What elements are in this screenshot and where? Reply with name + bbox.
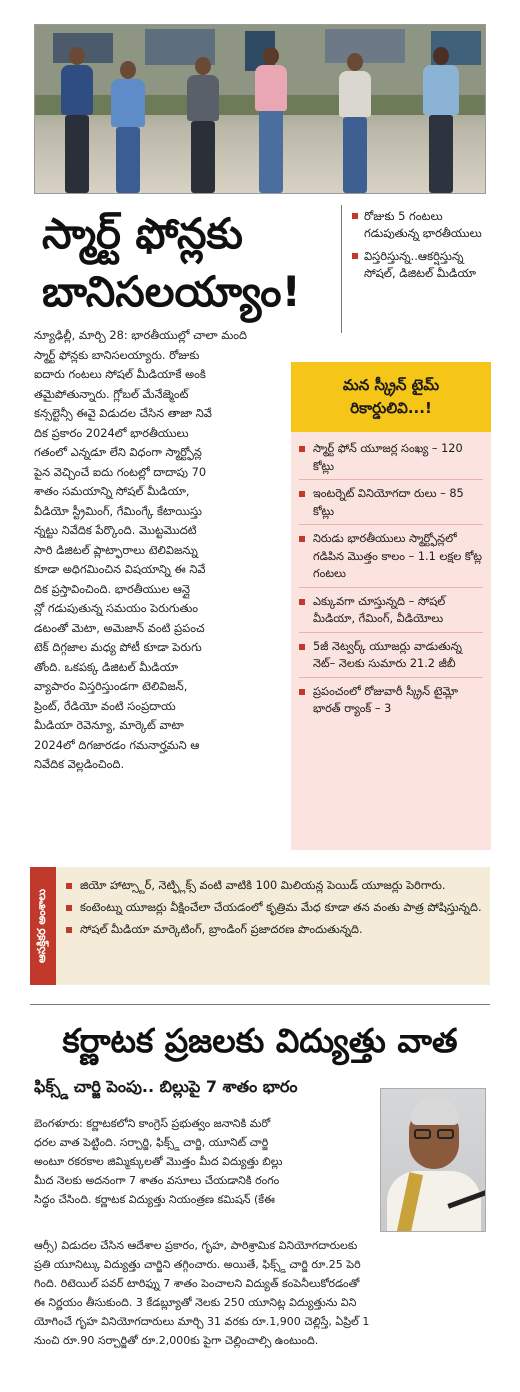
screen-time-item: ఎక్కువగా చూస్తున్నది – సోషల్ మీడియా, గేమింగ్, వీడియోలు [299,593,483,628]
article-headline [42,205,337,321]
body-line: ఆర్సీ) విడుదల చేసిన ఆదేశాల ప్రకారం, గృహ, పారిశ్రామిక వినియోగదారులకు [34,1239,358,1252]
body-line: ప్రతి యూనిట్కు విద్యుత్తు చార్జిని తగ్గించారు. అయితే, ఫిక్స్డ్ చార్జి రూ.25 పెరి [34,1258,361,1271]
bullet-square-icon [299,536,305,542]
body-line: యోగించే గృహ వినియోగదారులు మార్చి 31 వరకు రూ.1,900 చెల్లిస్తే, ఏప్రిల్ 1 [34,1315,370,1328]
section-divider [30,1004,490,1005]
body-line: ప్రింట్, రేడియో వంటి సంప్రదాయ [34,698,176,713]
fact-item: కంటెంట్ను యూజర్లు వీక్షించేలా చేయడంలో కృత్రిమ మేధ కూడా తన వంతు పాత్ర పోషిస్తున్నది. [66,899,484,917]
screen-time-item: స్మార్ట్ ఫోన్ యూజర్ల సంఖ్య – 120 కోట్లు [299,440,483,475]
screen-time-item: 5జీ నెట్వర్క్ యూజర్లు వాడుతున్న నెట్– నెలకు సుమారు 21.2 జీబీ [299,638,483,673]
bullet-square-icon [299,644,305,650]
bullet-square-icon [299,446,305,452]
bullet-square-icon [299,689,305,695]
column-divider [341,205,342,333]
body-line: న్యూఢిల్లీ, మార్చి 28: భారతీయుల్లో చాలా మంది [34,328,248,342]
bullet-square-icon [66,905,72,911]
body-line: వ్యాపారం విస్తరిస్తుండగా టెలివిజన్, [34,679,188,693]
screen-time-item: ఇంటర్నెట్ వినియోగదా రులు – 85 కోట్లు [299,485,483,520]
screen-time-item: ప్రపంచంలో రోజువారీ స్క్రీన్ టైమ్లో భారత్ ర్యాంక్ – 3 [299,683,483,718]
body-line: కన్సల్టెన్సీ ఈవై విడుదల చేసిన తాజా నివే [34,406,212,420]
body-line: నుంచి రూ.90 సర్చార్జితో రూ.2,000కు పైగా చెల్లించాల్సి ఉంటుంది. [34,1334,319,1347]
body-line: గింది. రిటెయిల్ పవర్ టారిఫ్ను 7 శాతం పెంచాలని విద్యుత్ కంపెనీలుకోరడంతో [34,1277,360,1290]
body-line: న్నట్టు నివేదిక పేర్కొంది. మొట్టమొదటి [34,523,197,537]
body-line: తమైపోతున్నారు. గ్లోబల్ మేనేజ్మెంట్ [34,386,189,401]
body-line: 2024లో దిగజారడం గమనార్హమని ఆ [34,737,200,752]
body-line: మీద నెలకు అదనంగా 7 శాతం వసూలు చేయడానికి రంగం [34,1174,280,1187]
body-line: మీడియా రెవెన్యూ, మార్కెట్ వాటా [34,718,184,732]
body-line: దిక ప్రకారం 2024లో భారతీయులు [34,425,189,440]
headline-line-2: బానిసలయ్యాం! [42,267,301,316]
article-body-wide [34,326,312,365]
body-line: డటంతో మెటా, అమెజాన్ వంటి ప్రపంచ [34,620,205,635]
body-line: ధరల వాత పెట్టింది. సర్చార్జి, ఫిక్స్డ్ చార్జి, యూనిట్ చార్జి [34,1136,269,1149]
interesting-facts-box [30,867,490,985]
body-line: నివేదిక వెల్లడించింది. [34,757,125,771]
screen-time-facts-box [291,432,491,850]
article-photo-people-with-phones [34,24,486,194]
body-line: న్లో గడుపుతున్న సమయం పెరుగుతుం [34,601,199,615]
screen-time-heading-line-2: రికార్డులివి...! [350,399,432,417]
bullet-square-icon [299,599,305,605]
headline-line-1: స్మార్ట్ ఫోన్లకు [42,209,243,258]
body-line: వీడియో స్ట్రీమింగ్, గేమింగ్కే కేటాయిస్తు [34,503,202,518]
karnataka-headline: కర్ణాటక ప్రజలకు విద్యుత్తు వాత [62,1021,458,1060]
fact-item: జియో హాట్స్టార్, నెట్ఫ్లిక్స్ వంటి వాటికి 100 మిలియన్ల పెయిడ్ యూజర్లు పెరిగారు. [66,877,484,895]
body-line: శాతం సమయాన్ని సోషల్ మీడియా, [34,484,190,498]
article-body-column [34,365,284,775]
body-line: సిద్ధం చేసింది. కర్ణాటక విద్యుత్తు నియంత్రణ కమిషన్ (కేఈ [34,1193,275,1206]
politician-portrait-photo [380,1088,486,1232]
side-bullet: రోజుకు 5 గంటలు గడుపుతున్న భారతీయులు [352,208,492,242]
body-line: సారి డిజిటల్ ప్లాట్ఫారాలు టెలివిజన్ను [34,542,198,557]
karnataka-body-narrow [34,1114,374,1209]
fact-item: సోషల్ మీడియా మార్కెటింగ్, బ్రాండింగ్ ప్రజాదరణ పొందుతున్నది. [66,921,484,939]
body-line: దిక ప్రస్తావించింది. భారతీయుల ఆన్లై [34,581,191,596]
body-line: అంటూ రకరకాల జిమ్మిక్కులతో మొత్తం మీద విద్యుత్తు బిల్లు [34,1155,283,1168]
body-line: గతంలో ఎన్నడూ లేని విధంగా స్మార్ట్ఫోన్ల [34,445,202,459]
screen-time-heading [291,362,491,432]
body-line: పైన వెచ్చించే ఐదు గంటల్లో దాదాపు 70 [34,464,207,479]
karnataka-body-wide [34,1236,488,1350]
screen-time-heading-line-1: మన స్క్రీన్ టైమ్ [342,376,440,394]
body-line: టెక్ దిగ్గజాల మధ్య పోటీ కూడా పెరుగు [34,640,202,654]
body-line: ఐదారు గంటలు సోషల్ మీడియాకే అంకి [34,367,206,381]
bullet-square-icon [66,883,72,889]
bullet-square-icon [66,927,72,933]
bullet-square-icon [299,491,305,497]
body-line: ఈ నిర్ణయం తీసుకుంది. 3 కేడబ్ల్యూతో నెలకు 250 యూనిట్ల విద్యుత్తును విని [34,1296,357,1309]
body-line: కూడా అధిగమించిన విషయాన్ని ఈ నివే [34,562,206,576]
facts-vertical-label: ఆసక్తికర అంశాలు [30,867,56,985]
screen-time-item: నిరుడు భారతీయులు స్మార్ట్ఫోన్లలో గడిపిన మొత్తం కాలం – 1.1 లక్షల కోట్ల గంటలు [299,530,483,583]
karnataka-subheadline: ఫిక్స్డ్ చార్జి పెంపు.. బిల్లుపై 7 శాతం భారం [34,1077,298,1096]
body-line: తోంది. ఒకపక్క డిజిటల్ మీడియా [34,659,179,674]
body-line: స్మార్ట్ ఫోన్లకు బానిసలయ్యారు. రోజుకు [34,347,200,362]
headline-side-bullets [352,208,492,288]
side-bullet: విస్తరిస్తున్న..ఆకర్షిస్తున్న సోషల్, డిజిటల్ మీడియా [352,248,492,282]
body-line: బెంగళూరు: కర్ణాటకలోని కాంగ్రెస్ ప్రభుత్వం జనానికి మరో [34,1117,271,1130]
